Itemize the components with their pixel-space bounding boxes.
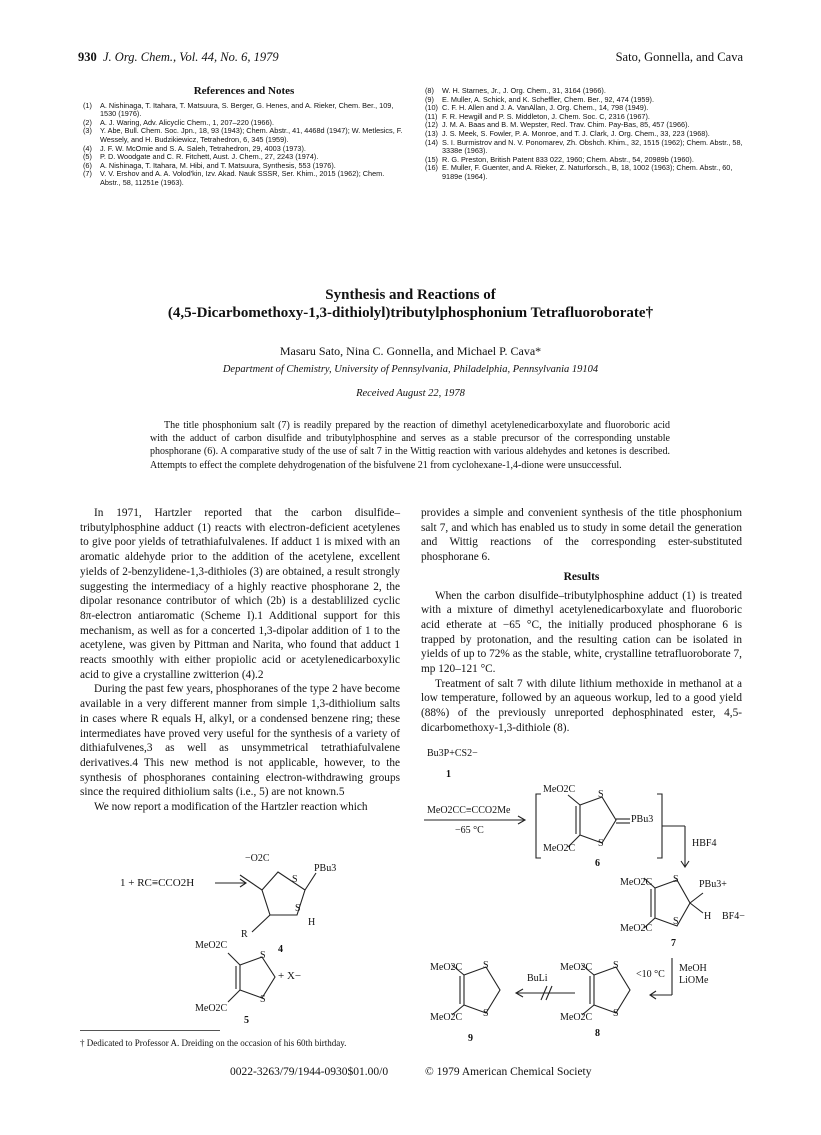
reference-number: (2) [83,117,92,127]
ester-group-label: MeO2C [560,1012,593,1023]
equation-4-reactants: 1 + RC≡CCO2H [120,877,195,889]
page-number: 930 [78,50,97,64]
tributylphosphonium-label: PBu3 [314,863,337,874]
reference-number: (8) [425,86,434,95]
r-group-label: R [241,929,248,940]
ester-group-label: MeO2C [620,877,653,888]
reference-text: J. M. A. Baas and B. M. Wepster, Recl. Trav. Chim. Pay-Bas, 85, 457 (1966). [442,120,690,130]
reference-number: (6) [83,160,92,170]
reagent-butyllithium: BuLi [527,973,548,984]
reference-number: (9) [425,94,434,104]
running-header-authors: Sato, Gonnella, and Cava [615,50,743,64]
reference-text: S. I. Burmistrov and N. V. Ponomarev, Zh. Obshch. Khim., 32, 1515 (1962); Chem. Abstr., 58, 3338e (1963). [442,137,743,156]
reference-number: (16) [425,163,438,173]
journal-citation: J. Org. Chem., Vol. 44, No. 6, 1979 [103,50,279,64]
ring-sulfur-label: S [673,916,679,927]
phosphonium-label: PBu3+ [699,879,727,890]
reference-number: (4) [83,143,92,153]
paragraph: provides a simple and convenient synthesis of the title phosphonium salt 7, and which has enabled us to study in some detail the generation and Wittig reactions of the corresponding ester-substituted phosphorane 6. [421,507,742,564]
condition-lithium-methoxide: LiOMe [679,975,709,986]
compound-6-label: 6 [595,858,600,869]
ring-sulfur-label: S [613,1008,619,1019]
reagent-hbf4: HBF4 [692,838,717,849]
reference-number: (12) [425,120,438,130]
reference-number: (1) [83,100,92,110]
adduct-formula: Bu3P+CS2− [427,748,478,759]
dedication-footnote: † Dedicated to Professor A. Dreiding on the occasion of his 60th birthday. [80,1038,347,1048]
reference-text: A. Nishinaga, T. Itahara, M. Hibi, and T. Matsuura, Synthesis, 553 (1976). [100,160,336,170]
footer-copyright: © 1979 American Chemical Society [425,1066,592,1078]
paragraph: During the past few years, phosphoranes of the type 2 have become available in a very different manner from simple 1,3-dithiolium salts in cases where R equals H, alkyl, or a condensed benzene ring; these intermediates have proved very useful for the synthesis of a variety of dithiafulvenes,3 as well as unsymmetrical tetrathiafulvalene derivatives.4 This new method is not applicable, however, to the synthesis of phosphoranes containing electron-withdrawing groups since the required dithiolium salts (i.e., 5) are not known.5 [80,683,400,799]
ring-sulfur-label: S [483,960,489,971]
ester-group-label: MeO2C [543,784,576,795]
reference-text: A. J. Waring, Adv. Alicyclic Chem., 1, 207–220 (1966). [100,117,274,127]
reagent-dmad: MeO2CC≡CCO2Me [427,805,511,816]
compound-4-label: 4 [278,944,283,955]
counterion-label: + X− [278,970,302,982]
reference-text: C. F. H. Allen and J. A. VanAllan, J. Org. Chem., 14, 798 (1949). [442,103,649,113]
compound-8-label: 8 [595,1028,600,1039]
ester-group-label: MeO2C [543,843,576,854]
reference-number: (10) [425,103,438,113]
hydrogen-label: H [704,911,712,922]
ester-group-label: MeO2C [430,1012,463,1023]
article-title-line1: Synthesis and Reactions of [325,287,496,303]
paragraph: Treatment of salt 7 with dilute lithium methoxide in methanol at a low temperature, followed by an aqueous workup, led to a good yield (88%) of the previously unreported dephosphinated ester, 4,5-dicarbomethoxy-1,3-dithiole (8). [421,677,742,734]
compound-9-label: 9 [468,1033,473,1044]
ylide-phosphorus-label: PBu3 [631,814,654,825]
ring-sulfur-label: S [613,960,619,971]
tetrafluoroborate-label: BF4− [722,911,745,922]
article-title-line2: (4,5-Dicarbomethoxy-1,3-dithiolyl)tributylphosphonium Tetrafluoroborate† [167,305,654,321]
ring-sulfur-label: S [260,950,266,961]
ring-sulfur-label: S [598,789,604,800]
reference-text: P. D. Woodgate and C. R. Fitchett, Aust. J. Chem., 27, 2243 (1974). [100,152,319,162]
reference-text: R. G. Preston, British Patent 833 022, 1960; Chem. Abstr., 54, 20989b (1960). [442,154,694,164]
reference-text: E. Muller, F. Guenter, and A. Rieker, Z. Naturforsch., B, 18, 1002 (1963); Chem. Abstr., 60, 9189e (1964). [442,163,733,181]
reference-text: J. F. W. McOmie and S. A. Saleh, Tetrahedron, 29, 4003 (1973). [100,143,306,153]
footnote-rule [80,1030,220,1031]
reference-number: (15) [425,154,438,164]
condition-methanol: MeOH [679,963,707,974]
hydrogen-label: H [308,917,316,928]
ester-group-label: MeO2C [560,962,593,973]
reference-number: (11) [425,111,438,121]
compound-5-label: 5 [244,1015,249,1026]
carboxylate-label: −O2C [245,853,270,864]
reagent-temperature: −65 °C [455,825,484,836]
paragraph: When the carbon disulfide–tributylphosphine adduct (1) is treated with a mixture of dimethyl acetylenedicarboxylate and fluoroboric acid etherate at −65 °C, the initially produced phosphorane 6 is trapped by protonation, and the resulting cation can be isolated in yields of up to 72% as the stable, white, crystalline tetrafluoroborate 7, mp 120–121 °C. [421,589,742,676]
ring-sulfur-label: S [295,903,301,914]
paragraph: We now report a modification of the Hartzler reaction which [94,801,368,814]
reference-text: V. V. Ershov and A. A. Volod'kin, Izv. Akad. Nauk SSSR, Ser. Khim., 2015 (1962); Chem. Abstr., 58, 11251e (1963). [100,169,385,187]
reference-number: (14) [425,137,438,147]
reference-number: (5) [83,152,92,162]
condition-temperature: <10 °C [636,969,665,980]
references-heading: References and Notes [193,85,295,97]
paragraph: In 1971, Hartzler reported that the carbon disulfide–tributylphosphine adduct (1) reacts with electron-deficient acetylenes to give poor yields of tetrathiafulvalenes. If adduct 1 is mixed with an aromatic aldehyde prior to the addition of the acetylene, excellent yields of 2-benzylidene-1,3-dithioles (3) are obtained, a result strongly suggesting the intermediacy of a highly reactive phosphorane 2, the dipolar resonance contributor of which (2b) is a destablilized cyclic 8π-electron antiaromatic (Scheme I).1 Additional support for this mechanism, as well as for a concerted 1,3-dipolar addition of 1 to the acetylene, was given by Pittman and Narita, who found that adduct 1 reacts smoothly with either propiolic acid or acetylenedicarboxylic acid to give a crystalline zwitterion (4).2 [80,507,400,681]
ring-sulfur-label: S [483,1008,489,1019]
ester-group-label: MeO2C [620,923,653,934]
ester-group-label: MeO2C [430,962,463,973]
ring-sulfur-label: S [598,838,604,849]
compound-1-label: 1 [446,769,451,780]
reference-text: J. S. Meek, S. Fowler, P. A. Monroe, and T. J. Clark, J. Org. Chem., 33, 223 (1968). [442,128,710,138]
reference-number: (7) [83,169,92,179]
reference-text: W. H. Starnes, Jr., J. Org. Chem., 31, 3164 (1966). [442,86,606,95]
reference-number: (13) [425,128,438,138]
reference-text: F. R. Hewgill and P. S. Middleton, J. Chem. Soc. C, 2316 (1967). [442,111,650,121]
compound-7-label: 7 [671,938,676,949]
reference-text: Y. Abe, Bull. Chem. Soc. Jpn., 18, 93 (1943); Chem. Abstr., 41, 4468d (1947); W. Metlesics, F. Wessely, and H. Budzikiewicz, Tetrahedron, 6, 345 (1959). [100,126,403,144]
footer-code: 0022-3263/79/1944-0930$01.00/0 [230,1066,389,1078]
article-abstract: The title phosphonium salt (7) is readily prepared by the reaction of dimethyl acetylenedicarboxylate and fluoroboric acid with the adduct of carbon disulfide and tributylphosphine and serves as a stable precursor of the corresponding unstable phosphorane (6). A comparative study of the use of salt 7 in the Wittig reaction with various aldehydes and ketones is described. Attempts to effect the complete dehydrogenation of the bisfulvene 21 from cyclohexane-1,4-dione were unsuccessful. [150,420,670,471]
article-affiliation: Department of Chemistry, University of Pennsylvania, Philadelphia, Pennsylvania 19104 [222,364,599,375]
results-heading: Results [563,570,600,583]
ring-sulfur-label: S [260,994,266,1005]
ring-sulfur-label: S [292,874,298,885]
reference-number: (3) [83,126,92,136]
article-received: Received August 22, 1978 [356,388,465,399]
reference-text: E. Muller, A. Schick, and K. Scheffler, Chem. Ber., 92, 474 (1959). [442,94,654,104]
ester-group-label: MeO2C [195,940,228,951]
reference-text: A. Nishinaga, T. Itahara, T. Matsuura, S. Berger, G. Henes, and A. Rieker, Chem. Ber., 109, 1530 (1976). [100,100,394,119]
ester-group-label: MeO2C [195,1003,228,1014]
ring-sulfur-label: S [673,874,679,885]
article-authors: Masaru Sato, Nina C. Gonnella, and Michael P. Cava* [279,344,542,358]
